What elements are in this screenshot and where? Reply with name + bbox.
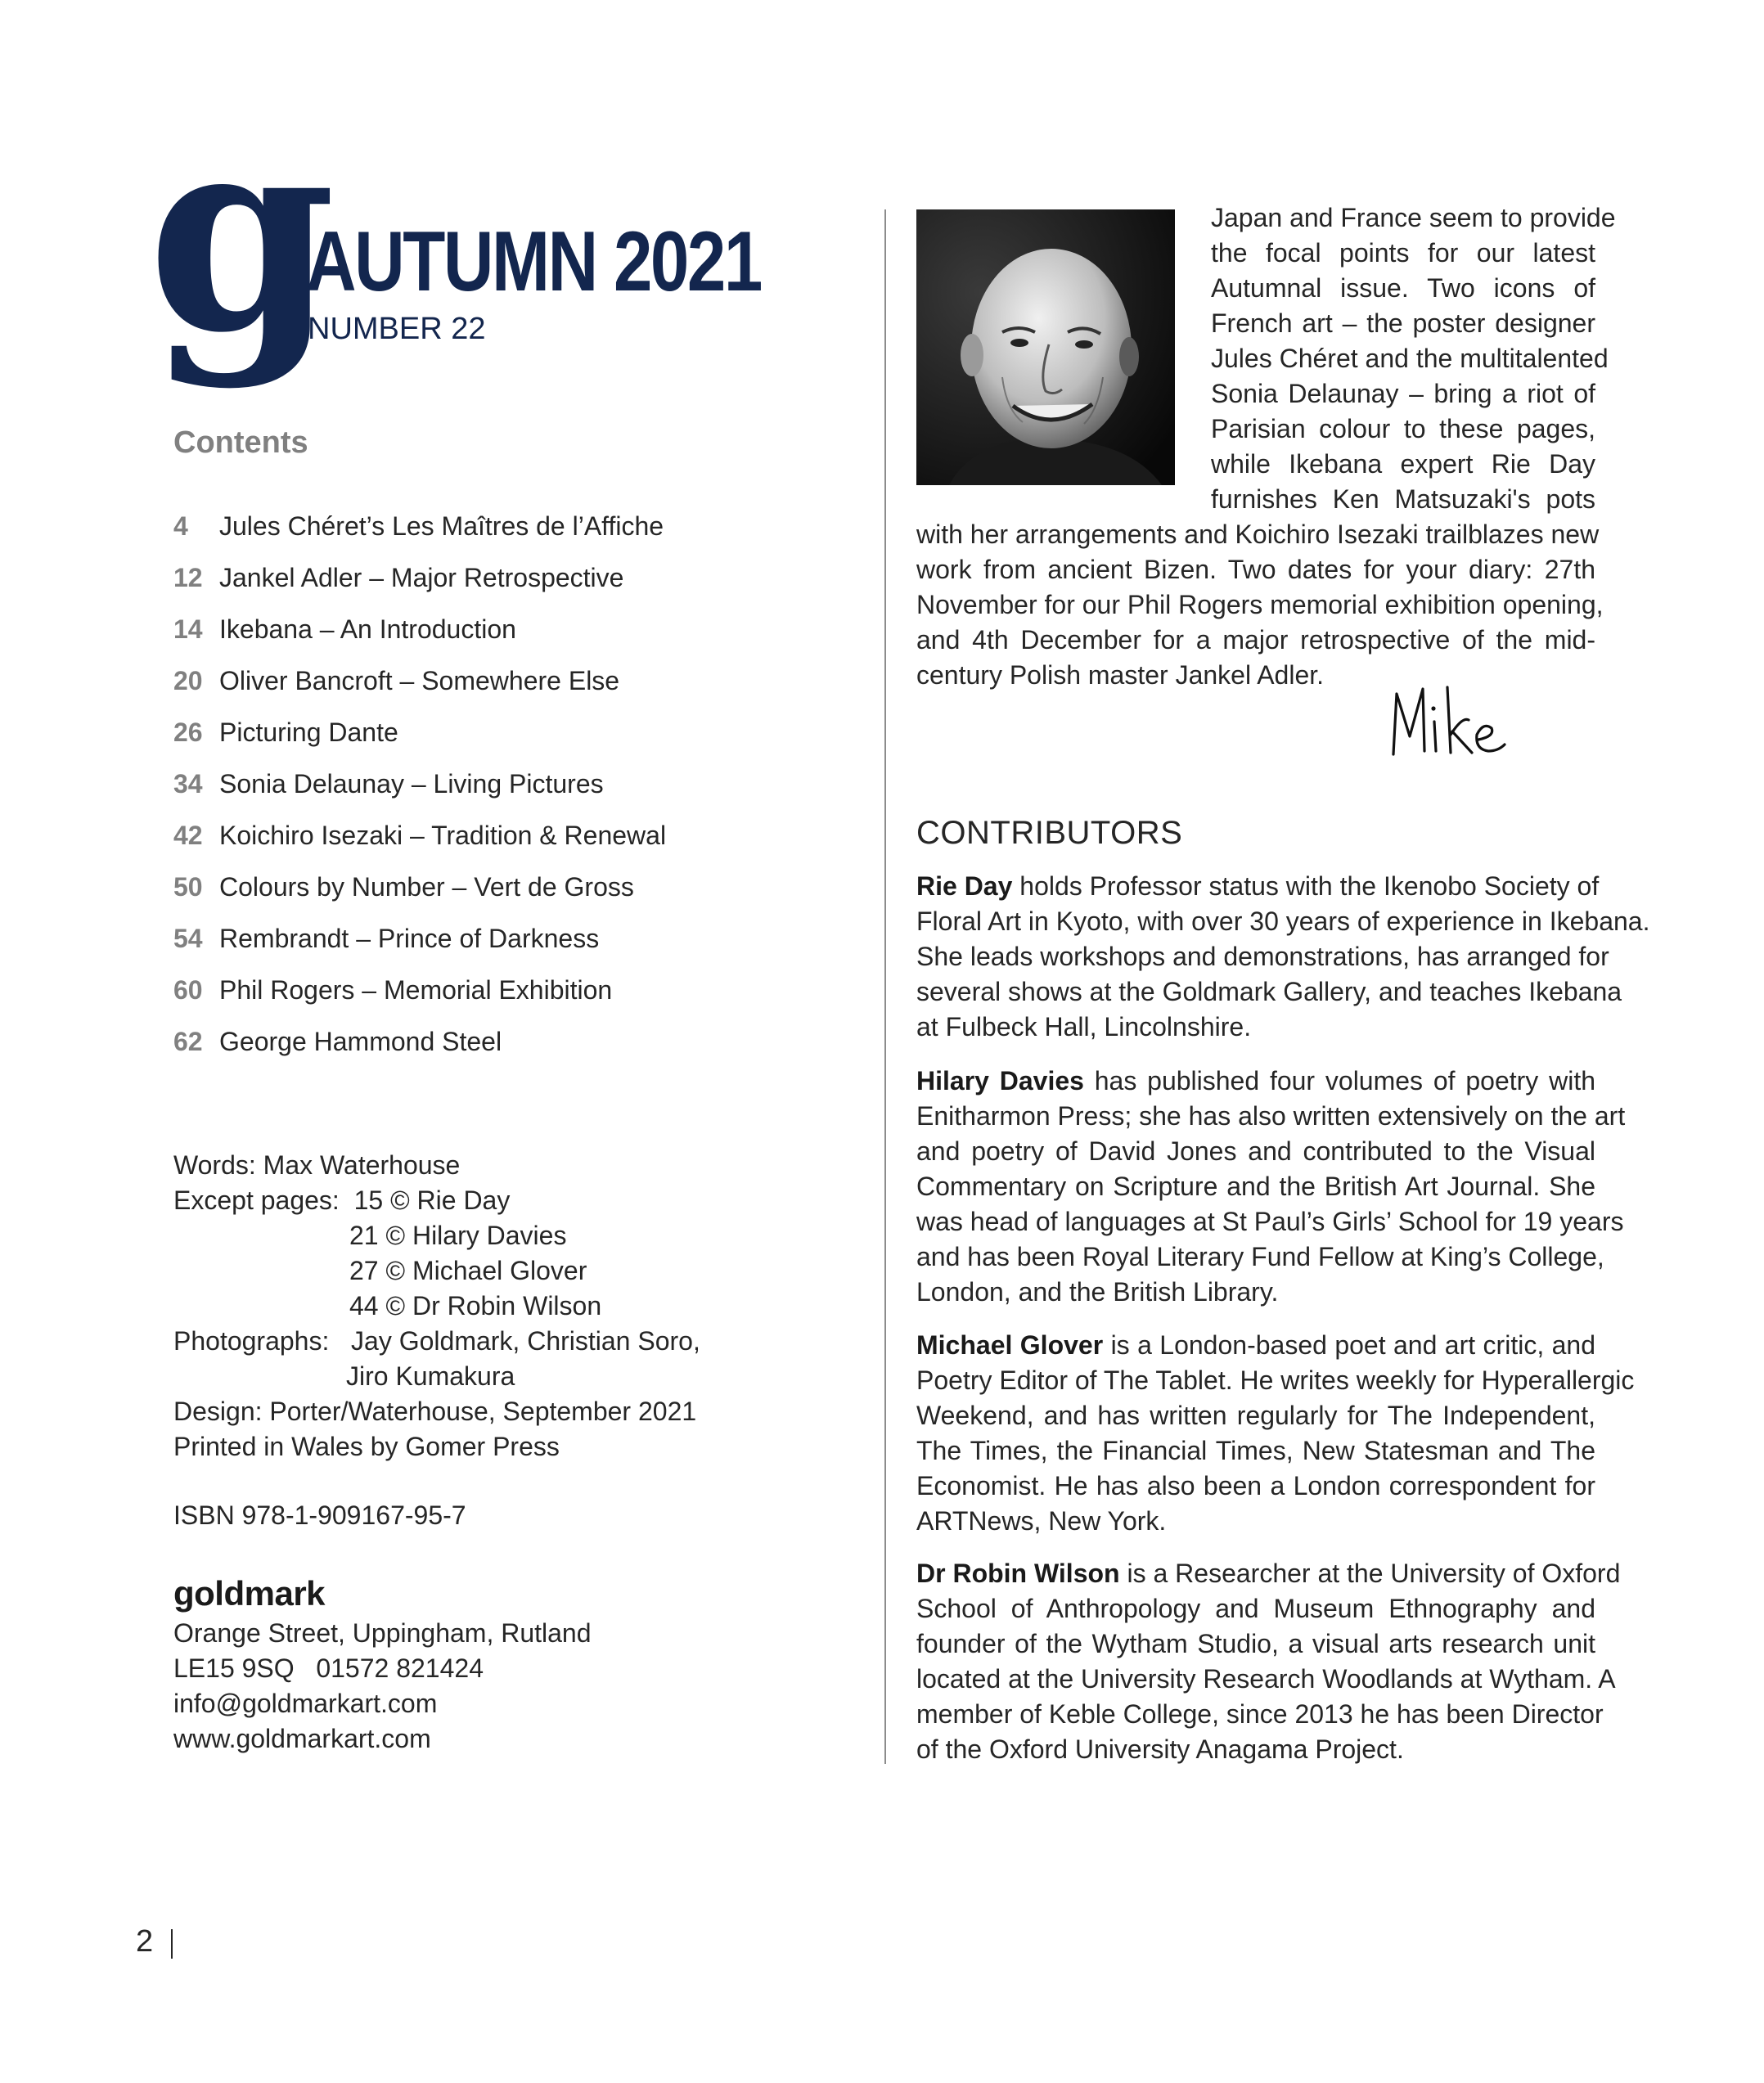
address-line: LE15 9SQ 01572 821424	[173, 1653, 484, 1683]
table-of-contents	[173, 505, 795, 1072]
email-link[interactable]: info@goldmarkart.com	[173, 1689, 438, 1718]
toc-page-number: 54	[173, 924, 203, 953]
toc-item[interactable]	[173, 711, 795, 763]
toc-title: Koichiro Isezaki – Tradition & Renewal	[219, 821, 667, 850]
toc-page-number: 14	[173, 614, 203, 644]
editorial-line: with her arrangements and Koichiro Isezaki trailblazes new	[916, 520, 1600, 549]
editorial-line: century Polish master Jankel Adler.	[916, 660, 1325, 690]
credit-except-row	[173, 1183, 700, 1218]
credit-photographs-item: Jiro Kumakura	[346, 1361, 515, 1391]
toc-item[interactable]	[173, 1020, 795, 1072]
address-line: Orange Street, Uppingham, Rutland	[173, 1618, 592, 1648]
bio-line: member of Keble College, since 2013 he has been Director	[916, 1699, 1604, 1729]
bio-line: at Fulbeck Hall, Lincolnshire.	[916, 1012, 1252, 1042]
bio-line: founder of the Wytham Studio, a visual arts research unit	[916, 1629, 1595, 1658]
bio-line: Enitharmon Press; she has also written extensively on the art	[916, 1101, 1626, 1131]
contents-heading: Contents	[173, 425, 308, 460]
toc-page-number: 20	[173, 666, 203, 695]
toc-title: Oliver Bancroft – Somewhere Else	[219, 666, 620, 695]
toc-title: Phil Rogers – Memorial Exhibition	[219, 975, 613, 1005]
editorial-line: the focal points for our latest	[1211, 238, 1595, 268]
contributor-bio	[916, 1064, 1626, 1310]
editorial-line: Jules Chéret and the multitalented	[1211, 344, 1609, 373]
toc-title: Ikebana – An Introduction	[219, 614, 516, 644]
publisher-address	[173, 1616, 592, 1757]
editor-signature	[1387, 679, 1510, 769]
editorial-line: Autumnal issue. Two icons of	[1211, 273, 1595, 303]
toc-page-number: 26	[173, 718, 203, 747]
bio-line: Economist. He has also been a London correspondent for	[916, 1471, 1595, 1500]
bio-line: and poetry of David Jones and contributed to the Visual	[916, 1136, 1595, 1166]
toc-page-number: 34	[173, 769, 203, 799]
issue-season: AUTUMN 2021	[306, 214, 761, 309]
toc-item[interactable]	[173, 917, 795, 969]
bio-line: School of Anthropology and Museum Ethnography and	[916, 1594, 1595, 1623]
credit-except-label: Except pages:	[173, 1185, 340, 1215]
editorial-line: Sonia Delaunay – bring a riot of	[1211, 379, 1595, 408]
bio-line: Weekend, and has written regularly for The Independent,	[916, 1401, 1595, 1430]
bio-text: holds Professor status with the Ikenobo Society of	[1012, 871, 1600, 901]
contributor-bio	[916, 1328, 1635, 1539]
toc-item[interactable]	[173, 866, 795, 917]
toc-page-number: 50	[173, 872, 203, 902]
toc-title: Jules Chéret’s Les Maîtres de l’Affiche	[219, 511, 664, 541]
credit-photographs-label: Photographs:	[173, 1326, 330, 1356]
bio-line: The Times, the Financial Times, New Statesman and The	[916, 1436, 1595, 1465]
bio-line: She leads workshops and demonstrations, has arranged for	[916, 942, 1609, 971]
toc-title: George Hammond Steel	[219, 1027, 502, 1056]
credit-photographs-item: Jay Goldmark, Christian Soro,	[351, 1326, 700, 1356]
page-number: 2	[136, 1924, 154, 1959]
publisher-name: goldmark	[173, 1574, 326, 1613]
bio-line: and has been Royal Literary Fund Fellow at King’s College,	[916, 1242, 1604, 1271]
credit-except-item: 21 © Hilary Davies	[349, 1221, 567, 1250]
toc-title: Rembrandt – Prince of Darkness	[219, 924, 600, 953]
toc-item[interactable]	[173, 969, 795, 1020]
toc-item[interactable]	[173, 814, 795, 866]
toc-page-number: 62	[173, 1027, 203, 1056]
bio-line	[916, 1328, 1595, 1363]
bio-line: London, and the British Library.	[916, 1277, 1279, 1307]
contributors-heading: CONTRIBUTORS	[916, 815, 1183, 851]
credit-photographs-row	[173, 1324, 700, 1359]
editorial-line: while Ikebana expert Rie Day	[1211, 449, 1595, 479]
toc-page-number: 42	[173, 821, 203, 850]
toc-title: Picturing Dante	[219, 718, 398, 747]
contributor-name: Hilary Davies	[916, 1066, 1084, 1095]
toc-page-number: 12	[173, 563, 203, 592]
toc-page-number: 4	[173, 511, 188, 541]
bio-line	[916, 1556, 1621, 1591]
toc-title: Jankel Adler – Major Retrospective	[219, 563, 624, 592]
editorial-line: French art – the poster designer	[1211, 308, 1595, 338]
contributor-name: Rie Day	[916, 871, 1013, 901]
editorial-line: Japan and France seem to provide	[1211, 203, 1616, 232]
credit-except-item: 27 © Michael Glover	[349, 1256, 587, 1285]
bio-line: of the Oxford University Anagama Project.	[916, 1734, 1404, 1764]
toc-item[interactable]	[173, 763, 795, 814]
editorial-line: November for our Phil Rogers memorial exhibition opening,	[916, 590, 1604, 619]
editorial-body	[916, 517, 1604, 693]
editorial-line: Parisian colour to these pages,	[1211, 414, 1595, 443]
credit-design: Design: Porter/Waterhouse, September 2021	[173, 1397, 697, 1426]
contributor-name: Michael Glover	[916, 1330, 1104, 1360]
magazine-logo-g: g	[147, 74, 328, 392]
credit-except-item: 44 © Dr Robin Wilson	[349, 1291, 602, 1320]
isbn: ISBN 978-1-909167-95-7	[173, 1500, 466, 1530]
credits-block	[173, 1148, 700, 1533]
editorial-line: and 4th December for a major retrospective of the mid-	[916, 625, 1595, 655]
editorial-line: work from ancient Bizen. Two dates for your diary: 27th	[916, 555, 1595, 584]
bio-text: has published four volumes of poetry with	[1083, 1066, 1596, 1095]
contributor-name: Dr Robin Wilson	[916, 1559, 1120, 1588]
bio-text: is a Researcher at the University of Oxford	[1119, 1559, 1621, 1588]
bio-line: Poetry Editor of The Tablet. He writes weekly for Hyperallergic	[916, 1365, 1635, 1395]
bio-line: ARTNews, New York.	[916, 1506, 1167, 1536]
bio-text: is a London-based poet and art critic, and	[1103, 1330, 1595, 1360]
toc-title: Colours by Number – Vert de Gross	[219, 872, 634, 902]
toc-title: Sonia Delaunay – Living Pictures	[219, 769, 604, 799]
editor-portrait	[916, 209, 1175, 485]
editorial-line: furnishes Ken Matsuzaki's pots	[1211, 484, 1595, 514]
toc-page-number: 60	[173, 975, 203, 1005]
folio-divider	[171, 1929, 173, 1959]
bio-line	[916, 869, 1600, 904]
bio-line: several shows at the Goldmark Gallery, and teaches Ikebana	[916, 977, 1622, 1006]
column-divider	[884, 209, 886, 1764]
credit-words: Words: Max Waterhouse	[173, 1150, 461, 1180]
bio-line: Commentary on Scripture and the British Art Journal. She	[916, 1172, 1595, 1201]
toc-item[interactable]	[173, 505, 795, 556]
website-link[interactable]: www.goldmarkart.com	[173, 1724, 431, 1753]
toc-item[interactable]	[173, 608, 795, 659]
bio-line: Floral Art in Kyoto, with over 30 years of experience in Ikebana.	[916, 907, 1650, 936]
bio-line	[916, 1064, 1595, 1099]
contributor-bio	[916, 869, 1650, 1045]
credit-printed: Printed in Wales by Gomer Press	[173, 1432, 560, 1461]
contributor-bio	[916, 1556, 1621, 1767]
bio-line: was head of languages at St Paul’s Girls’ School for 19 years	[916, 1207, 1624, 1236]
credit-except-item: 15 © Rie Day	[353, 1185, 511, 1215]
toc-item[interactable]	[173, 556, 795, 608]
toc-item[interactable]	[173, 659, 795, 711]
bio-line: located at the University Research Woodlands at Wytham. A	[916, 1664, 1616, 1694]
editorial-intro-wrapped	[1211, 200, 1616, 517]
issue-number: NUMBER 22	[308, 312, 486, 346]
